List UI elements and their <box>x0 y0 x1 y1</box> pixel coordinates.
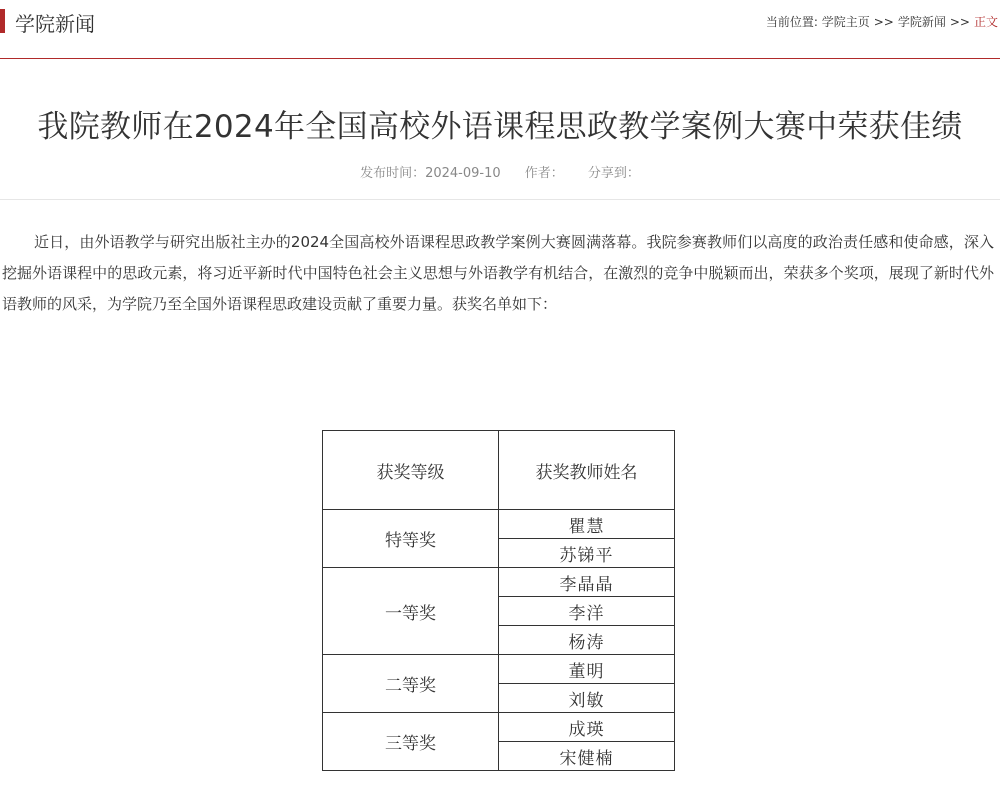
teacher-name: 宋健楠 <box>499 742 675 771</box>
teacher-name: 瞿慧 <box>499 510 675 539</box>
table-row <box>323 510 675 539</box>
breadcrumb-prefix: 当前位置: <box>765 15 818 29</box>
table-row <box>323 713 675 742</box>
award-level: 三等奖 <box>323 713 499 771</box>
award-level: 一等奖 <box>323 568 499 655</box>
teacher-name: 李洋 <box>499 597 675 626</box>
table-row <box>323 655 675 684</box>
breadcrumb-separator: >> <box>949 15 970 29</box>
article-meta <box>0 162 1000 181</box>
table-header-row <box>323 431 675 510</box>
share-label: 分享到： <box>587 166 640 181</box>
publish-date: 发布时间：2024-09-10 <box>360 166 501 181</box>
section-accent-bar <box>0 9 5 33</box>
teacher-name: 杨涛 <box>499 626 675 655</box>
award-table <box>322 430 675 771</box>
section-title: 学院新闻 <box>15 12 95 36</box>
column-header-names: 获奖教师姓名 <box>499 431 675 510</box>
breadcrumb-home-link[interactable]: 学院主页 <box>821 15 870 29</box>
teacher-name: 苏锑平 <box>499 539 675 568</box>
page-header <box>0 0 1008 44</box>
author-label: 作者： <box>524 166 564 181</box>
column-header-level: 获奖等级 <box>323 431 499 510</box>
meta-divider <box>0 199 1000 200</box>
teacher-name: 李晶晶 <box>499 568 675 597</box>
table-row <box>323 568 675 597</box>
article-paragraph: 近日，由外语教学与研究出版社主办的2024全国高校外语课程思政教学案例大赛圆满落幕。我院参赛教师们以高度的政治责任感和使命感，深入挖掘外语课程中的思政元素，将习近平新时代中国特色社会主义思想与外语教学有机结合，在激烈的竞争中脱颖而出，荣获多个奖项，展现了新时代外语教师的风采，为学院乃至全国外语课程思政建设贡献了重要力量。获奖名单如下： <box>2 233 994 313</box>
award-level: 二等奖 <box>323 655 499 713</box>
teacher-name: 刘敏 <box>499 684 675 713</box>
article-title: 我院教师在2024年全国高校外语课程思政教学案例大赛中荣获佳绩 <box>37 109 963 145</box>
teacher-name: 董明 <box>499 655 675 684</box>
teacher-name: 成瑛 <box>499 713 675 742</box>
breadcrumb <box>766 13 998 30</box>
breadcrumb-section-link[interactable]: 学院新闻 <box>897 15 946 29</box>
header-divider <box>0 58 1000 59</box>
award-level: 特等奖 <box>323 510 499 568</box>
breadcrumb-separator: >> <box>873 15 894 29</box>
breadcrumb-current: 正文 <box>973 15 998 29</box>
